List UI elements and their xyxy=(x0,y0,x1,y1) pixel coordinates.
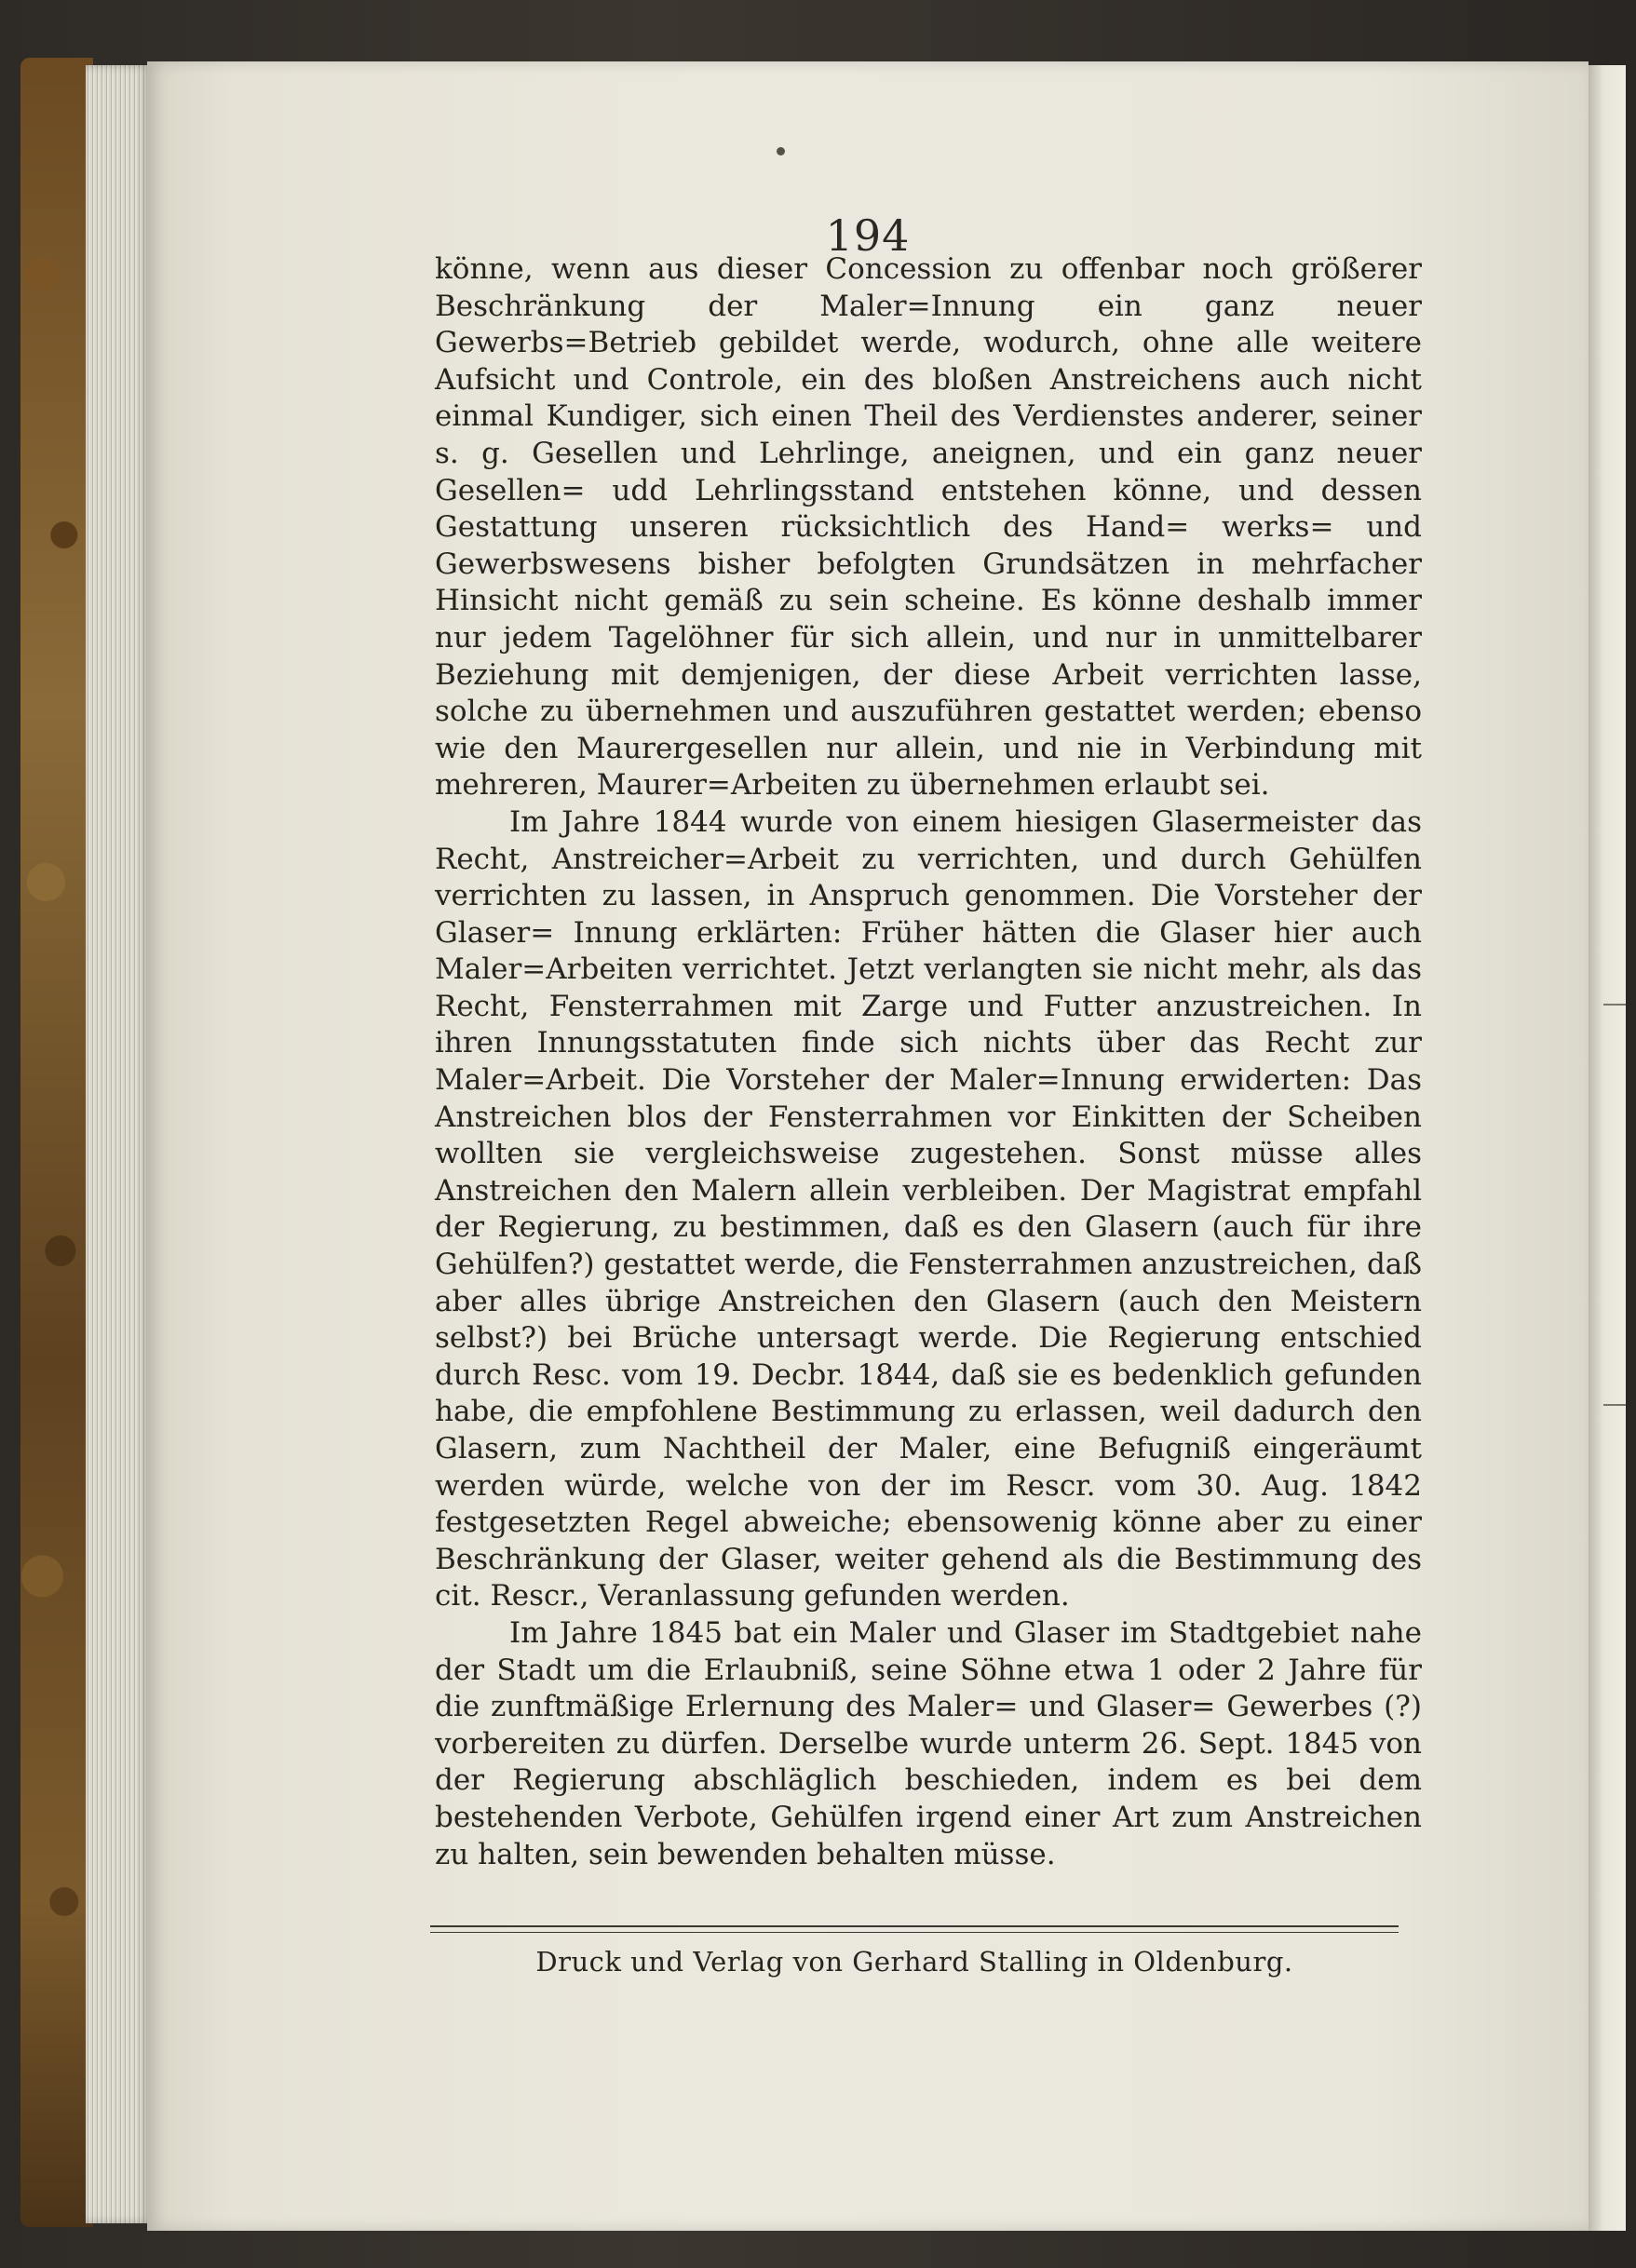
paragraph-1844: Im Jahre 1844 wurde von einem hiesigen Glasermeister das Recht, Anstreicher=Arbeit zu verrichten, und durch Gehülfen verrichten zu lassen, in Anspruch genommen. Die Vorsteher der Glaser= Innung erklärten: Früher hätten die Glaser hier auch Maler=Arbeiten verrichtet. Jetzt verlangten sie nicht mehr, als das Recht, Fensterrahmen mit Zarge und Futter anzustreichen. In ihren Innungsstatuten finde sich nichts über das Recht zur Maler=Arbeit. Die Vorsteher der Maler=Innung erwiderten: Das Anstreichen blos der Fensterrahmen vor Einkitten der Scheiben wollten sie vergleichsweise zugestehen. Sonst müsse alles Anstreichen den Malern allein verbleiben. Der Magistrat empfahl der Regierung, zu bestimmen, daß es den Glasern (auch für ihre Gehülfen?) gestattet werde, die Fensterrahmen anzustreichen, daß aber alles übrige Anstreichen den Glasern (auch den Meistern selbst?) bei Brüche untersagt werde. Die Regierung entschied durch Resc. vom 19. Decbr. 1844, daß sie es bedenklich gefunden habe, die empfohlene Bestimmung zu erlassen, weil dadurch den Glasern, zum Nachtheil der Maler, eine Befugniß eingeräumt werden würde, welche von der im Rescr. vom 30. Aug. 1842 festgesetzten Regel abweiche; ebensowenig könne aber zu einer Beschränkung der Glaser, weiter gehend als die Bestimmung des cit. Rescr., Veranlassung gefunden werden. xyxy=(435,804,1422,1613)
next-page-mark xyxy=(1603,1404,1626,1406)
marbled-book-cover xyxy=(20,58,93,2227)
next-page-edge xyxy=(1589,65,1626,2231)
printer-imprint: Druck und Verlag von Gerhard Stalling in Oldenburg. xyxy=(535,1946,1293,1978)
ink-spot xyxy=(777,147,785,155)
imprint-rule xyxy=(430,1925,1399,1933)
next-page-mark xyxy=(1603,1004,1626,1006)
page-edges xyxy=(86,65,151,2223)
paragraph-continuation: könne, wenn aus dieser Concession zu offenbar noch größerer Beschränkung der Maler=Innung ein ganz neuer Gewerbs=Betrieb gebildet werde, wodurch, ohne alle weitere Aufsicht und Controle, ein des bloßen Anstreichens auch nicht einmal Kundiger, sich einen Theil des Verdienstes anderer, seiner s. g. Gesellen und Lehrlinge, aneignen, und ein ganz neuer Gesellen= udd Lehrlingsstand entstehen könne, und dessen Gestattung unseren rücksichtlich des Hand= werks= und Gewerbswesens bisher befolgten Grundsätzen in mehrfacher Hinsicht nicht gemäß zu sein scheine. Es könne deshalb immer nur jedem Tagelöhner für sich allein, und nur in unmittelbarer Beziehung mit demjenigen, der diese Arbeit verrichten lasse, solche zu übernehmen und auszuführen gestattet werden; ebenso wie den Maurergesellen nur allein, und nie in Verbindung mit mehreren, Maurer=Arbeiten zu übernehmen erlaubt sei. xyxy=(435,252,1422,803)
page-number: 194 xyxy=(825,210,911,261)
body-text xyxy=(435,251,1422,1873)
paragraph-1845: Im Jahre 1845 bat ein Maler und Glaser im Stadtgebiet nahe der Stadt um die Erlaubniß, seine Söhne etwa 1 oder 2 Jahre für die zunftmäßige Erlernung des Maler= und Glaser= Gewerbes (?) vorbereiten zu dürfen. Derselbe wurde unterm 26. Sept. 1845 von der Regierung abschläglich beschieden, indem es bei dem bestehenden Verbote, Gehülfen irgend einer Art zum Anstreichen zu halten, sein bewenden behalten müsse. xyxy=(435,1615,1422,1871)
